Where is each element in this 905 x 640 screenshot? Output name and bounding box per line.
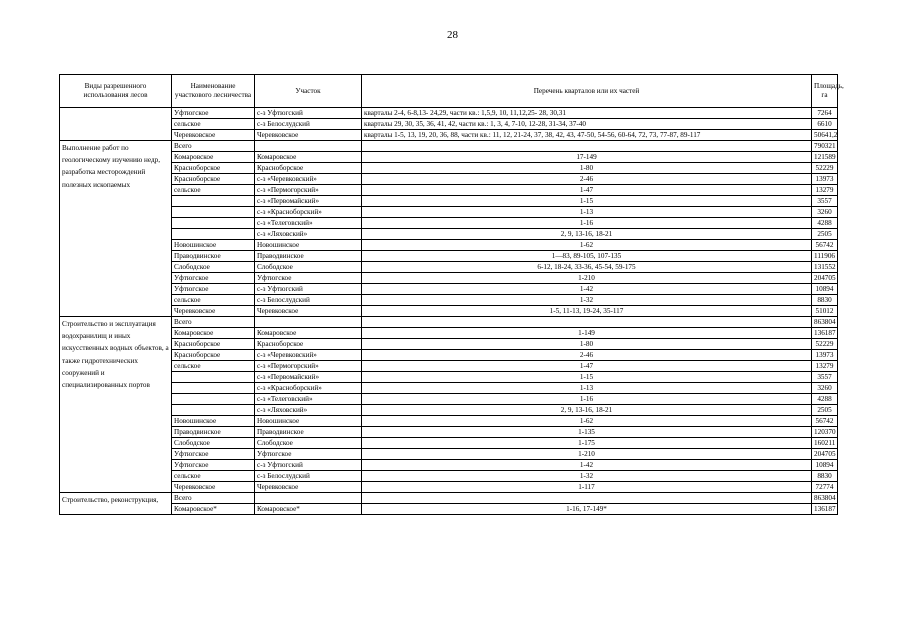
- quarters-cell: 2, 9, 13-16, 18-21: [362, 405, 812, 416]
- forestry-cell: Уфтюгское: [172, 273, 255, 284]
- section-cell: [255, 317, 362, 328]
- table-row: [60, 493, 838, 504]
- quarters-cell: 1-210: [362, 449, 812, 460]
- section-cell: [255, 141, 362, 152]
- area-cell: 13973: [812, 350, 838, 361]
- area-cell: 2505: [812, 229, 838, 240]
- section-cell: с-з «Красноборский»: [255, 207, 362, 218]
- table-row: [60, 405, 838, 416]
- section-cell: с-з «Первомайский»: [255, 372, 362, 383]
- area-cell: 4288: [812, 394, 838, 405]
- forestry-cell: Праводвинское: [172, 251, 255, 262]
- section-cell: с-з «Ляховский»: [255, 229, 362, 240]
- section-cell: Уфтюгское: [255, 449, 362, 460]
- area-cell: 52229: [812, 339, 838, 350]
- section-cell: Праводвинское: [255, 251, 362, 262]
- quarters-cell: [362, 493, 812, 504]
- area-cell: 160211: [812, 438, 838, 449]
- section-cell: с-з «Ляховский»: [255, 405, 362, 416]
- section-cell: Красноборское: [255, 339, 362, 350]
- forestry-cell: Слободское: [172, 262, 255, 273]
- forestry-cell: [172, 218, 255, 229]
- area-cell: 13279: [812, 361, 838, 372]
- table-row: [60, 427, 838, 438]
- area-cell: 863804: [812, 493, 838, 504]
- quarters-cell: 1-149: [362, 328, 812, 339]
- quarters-cell: 1-5, 11-13, 19-24, 35-117: [362, 306, 812, 317]
- forestry-cell: сельское: [172, 185, 255, 196]
- section-cell: с-з Уфтюгский: [255, 284, 362, 295]
- section-cell: с-з «Красноборский»: [255, 383, 362, 394]
- table-row: [60, 141, 838, 152]
- use-type-cell: Строительство и эксплуатация водохранилищ и иных искусственных водных объектов, а также гидротехнических сооружений и специализированных портов: [60, 317, 172, 493]
- section-cell: с-з «Пермогорский»: [255, 185, 362, 196]
- section-cell: с-з «Телеговский»: [255, 394, 362, 405]
- forestry-cell: сельское: [172, 119, 255, 130]
- quarters-cell: [362, 141, 812, 152]
- table-row: [60, 328, 838, 339]
- quarters-cell: 1-13: [362, 383, 812, 394]
- use-type-cell: Выполнение работ по геологическому изучению недр, разработка месторождений полезных ископаемых: [60, 141, 172, 317]
- forestry-cell: [172, 207, 255, 218]
- section-cell: с-з Уфтюгский: [255, 108, 362, 119]
- table-row: [60, 350, 838, 361]
- quarters-cell: 1-42: [362, 284, 812, 295]
- forestry-cell: [172, 229, 255, 240]
- section-cell: Черевковское: [255, 306, 362, 317]
- forestry-cell: Всего: [172, 493, 255, 504]
- quarters-cell: кварталы 29, 30, 35, 36, 41, 42, части кв.: 1, 3, 4, 7-10, 12-28, 31-34, 37-40: [362, 119, 812, 130]
- forestry-cell: Всего: [172, 317, 255, 328]
- table-row: [60, 273, 838, 284]
- section-cell: с-з Белослудский: [255, 471, 362, 482]
- forest-use-table: [59, 74, 844, 515]
- area-cell: 136187: [812, 328, 838, 339]
- area-cell: 204705: [812, 449, 838, 460]
- table-row: [60, 471, 838, 482]
- area-cell: 52229: [812, 163, 838, 174]
- area-cell: 13973: [812, 174, 838, 185]
- area-cell: 2505: [812, 405, 838, 416]
- table-row: [60, 174, 838, 185]
- forestry-cell: [172, 405, 255, 416]
- section-cell: Слободское: [255, 262, 362, 273]
- area-cell: 13279: [812, 185, 838, 196]
- forestry-cell: Черевковское: [172, 306, 255, 317]
- area-cell: 10894: [812, 460, 838, 471]
- table-row: [60, 317, 838, 328]
- forestry-cell: Всего: [172, 141, 255, 152]
- area-cell: 136187: [812, 504, 838, 515]
- quarters-cell: 1-42: [362, 460, 812, 471]
- table-row: [60, 119, 838, 130]
- forestry-cell: Слободское: [172, 438, 255, 449]
- quarters-cell: 1-210: [362, 273, 812, 284]
- area-cell: 121589: [812, 152, 838, 163]
- quarters-cell: 1-32: [362, 471, 812, 482]
- quarters-cell: 1-62: [362, 416, 812, 427]
- forestry-cell: Уфтюгское: [172, 460, 255, 471]
- table-row: [60, 196, 838, 207]
- section-cell: Новошинское: [255, 416, 362, 427]
- quarters-cell: 6-12, 18-24, 33-36, 45-54, 59-175: [362, 262, 812, 273]
- header-section: Участок: [255, 75, 362, 108]
- table-row: [60, 449, 838, 460]
- table-row: [60, 482, 838, 493]
- section-cell: с-з «Черевковский»: [255, 174, 362, 185]
- table-row: [60, 229, 838, 240]
- table-row: [60, 108, 838, 119]
- table-row: [60, 339, 838, 350]
- forestry-cell: Красноборское: [172, 339, 255, 350]
- table-row: [60, 394, 838, 405]
- section-cell: Комаровское: [255, 328, 362, 339]
- forestry-cell: Комаровское: [172, 152, 255, 163]
- area-cell: 111906: [812, 251, 838, 262]
- quarters-cell: 1-32: [362, 295, 812, 306]
- quarters-cell: 1-16: [362, 218, 812, 229]
- table-row: [60, 284, 838, 295]
- table-row: [60, 361, 838, 372]
- forestry-cell: сельское: [172, 471, 255, 482]
- header-use-type: Виды разрешенного использования лесов: [60, 75, 172, 108]
- area-cell: 204705: [812, 273, 838, 284]
- forestry-cell: Уфтюгское: [172, 108, 255, 119]
- area-cell: 120370: [812, 427, 838, 438]
- quarters-cell: 1—83, 89-105, 107-135: [362, 251, 812, 262]
- forestry-cell: Праводвинское: [172, 427, 255, 438]
- area-cell: 863804: [812, 317, 838, 328]
- section-cell: Комаровское: [255, 152, 362, 163]
- area-cell: 3557: [812, 372, 838, 383]
- forestry-cell: [172, 383, 255, 394]
- section-cell: с-з Белослудский: [255, 119, 362, 130]
- section-cell: Уфтюгское: [255, 273, 362, 284]
- quarters-cell: 1-135: [362, 427, 812, 438]
- section-cell: Черевковское: [255, 482, 362, 493]
- quarters-cell: 2-46: [362, 350, 812, 361]
- quarters-cell: 1-175: [362, 438, 812, 449]
- header-forestry-name: Наименование участкового лесничества: [172, 75, 255, 108]
- forestry-cell: Красноборское: [172, 163, 255, 174]
- table-row: [60, 207, 838, 218]
- area-cell: 790321: [812, 141, 838, 152]
- section-cell: [255, 493, 362, 504]
- forestry-cell: [172, 196, 255, 207]
- section-cell: с-з «Телеговский»: [255, 218, 362, 229]
- section-cell: Новошинское: [255, 240, 362, 251]
- forestry-cell: [172, 372, 255, 383]
- use-type-cell: [60, 108, 172, 141]
- table-row: [60, 504, 838, 515]
- table-row: [60, 416, 838, 427]
- table-row: [60, 185, 838, 196]
- table-row: [60, 130, 838, 141]
- section-cell: Слободское: [255, 438, 362, 449]
- section-cell: Красноборское: [255, 163, 362, 174]
- forestry-cell: Черевковское: [172, 130, 255, 141]
- area-cell: 3260: [812, 207, 838, 218]
- table-body: [60, 108, 838, 515]
- quarters-cell: 1-47: [362, 185, 812, 196]
- quarters-cell: 2, 9, 13-16, 18-21: [362, 229, 812, 240]
- forestry-cell: Красноборское: [172, 350, 255, 361]
- forestry-cell: Комаровское*: [172, 504, 255, 515]
- area-cell: 7264: [812, 108, 838, 119]
- forestry-cell: Черевковское: [172, 482, 255, 493]
- forestry-cell: Красноборское: [172, 174, 255, 185]
- area-cell: 131552: [812, 262, 838, 273]
- table-row: [60, 262, 838, 273]
- forestry-cell: сельское: [172, 295, 255, 306]
- area-cell: 10894: [812, 284, 838, 295]
- area-cell: 56742: [812, 416, 838, 427]
- section-cell: с-з Уфтюгский: [255, 460, 362, 471]
- area-cell: 3557: [812, 196, 838, 207]
- forestry-cell: Новошинское: [172, 240, 255, 251]
- quarters-cell: 2-46: [362, 174, 812, 185]
- forestry-cell: [172, 394, 255, 405]
- quarters-cell: кварталы 2-4, 6-8,13- 24,29, части кв.: 1,5,9, 10, 11,12,25- 28, 30,31: [362, 108, 812, 119]
- header-quarters: Перечень кварталов или их частей: [362, 75, 812, 108]
- use-type-cell: Строительство, реконструкция,: [60, 493, 172, 515]
- table-row: [60, 438, 838, 449]
- quarters-cell: 1-62: [362, 240, 812, 251]
- table-row: [60, 163, 838, 174]
- table-row: [60, 152, 838, 163]
- table-row: [60, 383, 838, 394]
- section-cell: Праводвинское: [255, 427, 362, 438]
- quarters-cell: 1-15: [362, 196, 812, 207]
- table-row: [60, 251, 838, 262]
- quarters-cell: 1-16: [362, 394, 812, 405]
- quarters-cell: 1-15: [362, 372, 812, 383]
- page-number: 28: [447, 29, 458, 41]
- forestry-cell: сельское: [172, 361, 255, 372]
- area-cell: 8830: [812, 295, 838, 306]
- quarters-cell: 1-47: [362, 361, 812, 372]
- area-cell: 6610: [812, 119, 838, 130]
- quarters-cell: 1-80: [362, 339, 812, 350]
- section-cell: Комаровское*: [255, 504, 362, 515]
- section-cell: с-з «Пермогорский»: [255, 361, 362, 372]
- forestry-cell: Уфтюгское: [172, 284, 255, 295]
- section-cell: Черевковское: [255, 130, 362, 141]
- section-cell: с-з «Первомайский»: [255, 196, 362, 207]
- area-cell: 51012: [812, 306, 838, 317]
- table-row: [60, 306, 838, 317]
- quarters-cell: 1-13: [362, 207, 812, 218]
- table-header-row: [60, 75, 838, 108]
- table-row: [60, 295, 838, 306]
- area-cell: 72774: [812, 482, 838, 493]
- quarters-cell: 17-149: [362, 152, 812, 163]
- area-cell: 56742: [812, 240, 838, 251]
- table-row: [60, 218, 838, 229]
- forestry-cell: Новошинское: [172, 416, 255, 427]
- forestry-cell: Уфтюгское: [172, 449, 255, 460]
- section-cell: с-з Белослудский: [255, 295, 362, 306]
- area-cell: 8830: [812, 471, 838, 482]
- section-cell: с-з «Черевковский»: [255, 350, 362, 361]
- table-row: [60, 372, 838, 383]
- quarters-cell: кварталы 1-5, 13, 19, 20, 36, 88, части кв.: 11, 12, 21-24, 37, 38, 42, 43, 47-50, 54-56, 60-64, 72, 73, 77-87, 89-117: [362, 130, 812, 141]
- area-cell: 50641,2: [812, 130, 838, 141]
- forestry-cell: Комаровское: [172, 328, 255, 339]
- area-cell: 4288: [812, 218, 838, 229]
- table-row: [60, 460, 838, 471]
- quarters-cell: 1-80: [362, 163, 812, 174]
- area-cell: 3260: [812, 383, 838, 394]
- quarters-cell: 1-16, 17-149*: [362, 504, 812, 515]
- header-area: Площадь, га: [812, 75, 838, 108]
- table-row: [60, 240, 838, 251]
- quarters-cell: [362, 317, 812, 328]
- quarters-cell: 1-117: [362, 482, 812, 493]
